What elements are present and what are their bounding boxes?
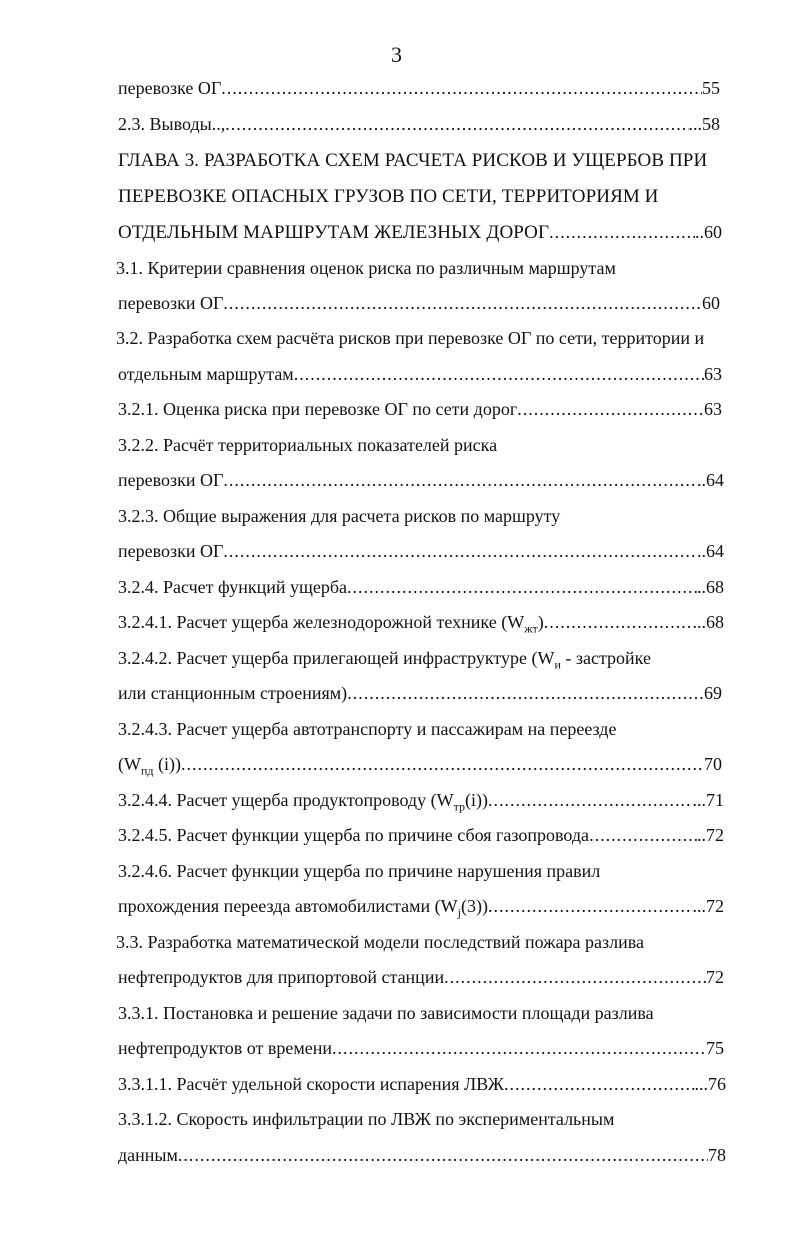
chapter-heading-line [118,179,738,215]
toc-entry [116,320,776,356]
toc-entry-page: 63 [704,364,722,384]
dot-leader [347,675,704,711]
subscript: и [554,657,561,672]
dot-leader [488,782,693,818]
toc-entry-title: 3.3.1.2. Скорость инфильтрации по ЛВЖ по экспериментальным [118,1109,615,1129]
toc-entry [118,70,720,106]
dot-leader [223,462,697,498]
dot-leader [544,604,693,640]
toc-entry [118,1030,724,1066]
dot-leader [504,1066,695,1102]
toc-entry [118,285,720,321]
toc-entry [118,1101,758,1137]
toc-entry [118,782,724,818]
toc-entry-title: 3.2.3. Общие выражения для расчета рисков по маршруту [118,506,561,526]
toc-entry [118,746,722,782]
toc-entry-title: 3.2.4. Расчет функций ущерба [118,577,348,597]
toc-entry [118,1137,726,1173]
toc-entry-title: прохождения переезда автомобилистами $(W_j(3))$ [118,896,488,920]
toc-entry-title: перевозке ОГ [118,78,222,98]
toc-entry-page: ..64 [697,470,724,490]
toc-entry [118,462,724,498]
toc-entry [116,924,776,960]
toc-entry-title: 3.2.2. Расчёт территориальных показателей риска [118,435,498,455]
toc-entry-title: или станционным строениям) [118,683,348,703]
toc-entry [118,214,722,250]
dot-leader [549,214,695,250]
toc-entry-title: ОТДЕЛЬНЫМ МАРШРУТАМ ЖЕЛЕЗНЫХ ДОРОГ [118,222,550,243]
toc-entry-title: 3.3.1. Постановка и решение задачи по зависимости площади разлива [118,1003,654,1023]
toc-entry-page: 69 [704,683,722,703]
toc-entry [118,675,722,711]
toc-entry-title: данным [118,1145,178,1165]
toc-entry-page: 72 [706,967,724,987]
toc-entry [118,640,758,676]
dot-leader [589,817,697,853]
toc-entry [118,106,720,142]
toc-entry [118,427,758,463]
toc-entry-page: ..68 [697,577,724,597]
toc-entry-page: ...72 [692,896,724,916]
toc-entry-page: ...76 [694,1074,726,1094]
toc-entry-title: 3.2.1. Оценка риска при перевозке ОГ по сети дорог [118,399,518,419]
toc-entry-title: перевозки ОГ [118,293,224,313]
toc-entry-title: перевозки ОГ [118,541,224,561]
toc-entry-title: перевозки ОГ [118,470,224,490]
dot-leader [223,285,702,321]
toc-entry-title: 3.2.4.1. Расчет ущерба железнодорожной технике $(W_{жт})$ [118,612,544,636]
page-number: 3 [391,42,402,67]
toc-entry [118,1066,726,1102]
toc-entry [118,853,758,889]
toc-entry [118,356,722,392]
toc-entry-title: отдельным маршрутам [118,364,294,384]
toc-entry-title: 3.2.4.6. Расчет функции ущерба по причине нарушения правил [118,861,601,881]
dot-leader [488,888,693,924]
dot-leader [294,356,704,392]
toc-entry-page: ..64 [697,541,724,561]
dot-leader [221,70,702,106]
toc-entry-title: нефтепродуктов от времени [118,1038,333,1058]
subscript: j [457,905,461,920]
toc-entry [118,533,724,569]
toc-entry [118,604,724,640]
toc-entry-title: 3.2.4.2. Расчет ущерба прилегающей инфраструктуре ($W_и$ - застройке [118,648,651,672]
toc-entry-page: 78 [708,1145,726,1165]
toc-entry-page: 55 [702,78,720,98]
toc-entry [118,817,724,853]
toc-entry-page: 70 [704,754,722,774]
dot-leader [517,391,704,427]
toc-entry-page: 75 [706,1038,724,1058]
toc-entry [118,888,724,924]
dot-leader [223,533,697,569]
toc-entry-page: 63 [704,399,722,419]
toc-entry-page: ..72 [697,825,724,845]
toc-entry-title: 3.2. Разработка схем расчёта рисков при перевозке ОГ по сети, территории и [116,328,705,348]
subscript: тр [453,799,465,814]
toc-entry-title: 3.3. Разработка математической модели последствий пожара разлива [116,932,645,952]
toc-entry-page: 60 [702,293,720,313]
toc-entry [118,959,724,995]
toc-entry [118,995,758,1031]
toc-entry-title: 3.2.4.4. Расчет ущерба продуктопроводу $(W_{тр}(i))$ [118,790,488,814]
toc-entry-title: 3.3.1.1. Расчёт удельной скорости испарения ЛВЖ [118,1074,504,1094]
toc-entry-title: ГЛАВА 3. РАЗРАБОТКА СХЕМ РАСЧЕТА РИСКОВ И УЩЕРБОВ ПРИ [118,150,708,171]
toc-entry-title: 3.1. Критерии сравнения оценок риска по различным маршрутам [116,258,616,278]
toc-entry [116,250,756,286]
toc-entry-page: ...68 [692,612,724,632]
dot-leader [178,1137,708,1173]
chapter-heading-line [118,143,738,179]
subscript: пд [140,763,154,778]
toc-entry [118,391,722,427]
toc-entry-title: нефтепродуктов для припортовой станции [118,967,445,987]
dot-leader [225,106,688,142]
toc-entry-page: ..60 [695,222,722,242]
toc-entry-title: 3.2.4.5. Расчет функции ущерба по причине сбоя газопровода [118,825,590,845]
toc-entry [118,711,758,747]
toc-entry [118,569,724,605]
toc-entry-page: ...71 [692,790,724,810]
toc-entry-page: ...58 [688,114,720,134]
dot-leader [347,569,697,605]
toc-entry-title: ($W_{пд}$ (i)) [118,754,181,778]
subscript: жт [524,621,538,636]
toc-entry-title: 3.2.4.3. Расчет ущерба автотранспорту и пассажирам на переезде [118,719,617,739]
dot-leader [332,1030,706,1066]
toc-entry-title: 2.3. Выводы.., [118,114,226,134]
toc-entry [118,498,758,534]
dot-leader [444,959,706,995]
dot-leader [181,746,704,782]
toc-entry-title: ПЕРЕВОЗКЕ ОПАСНЫХ ГРУЗОВ ПО СЕТИ, ТЕРРИТОРИЯМ И [118,186,659,207]
